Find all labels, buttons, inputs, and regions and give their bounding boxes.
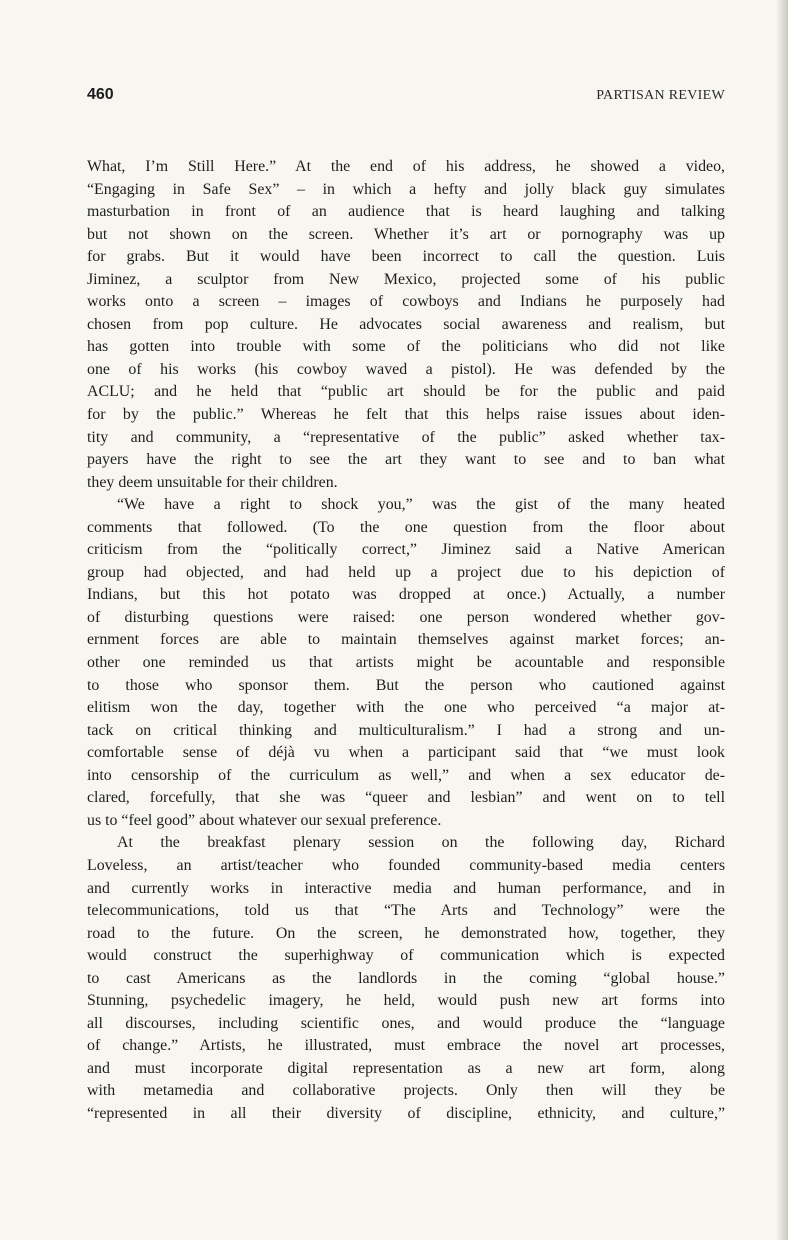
text-line: for grabs. But it would have been incorrect to call the question. Luis <box>87 248 725 266</box>
text-line: ernment forces are able to maintain themselves against market forces; an- <box>87 631 725 649</box>
text-line: What, I’m Still Here.” At the end of his address, he showed a video, <box>87 158 725 175</box>
text-line: ACLU; and he held that “public art should be for the public and paid <box>87 383 725 401</box>
text-line: criticism from the “politically correct,” Jiminez said a Native American <box>87 541 725 559</box>
text-line: would construct the superhighway of communication which is expected <box>87 947 725 965</box>
text-line: of change.” Artists, he illustrated, must embrace the novel art processes, <box>87 1037 725 1055</box>
body-text <box>87 156 725 1126</box>
text-line: one of his works (his cowboy waved a pistol). He was defended by the <box>87 360 725 378</box>
text-line: tity and community, a “representative of the public” asked whether tax- <box>87 428 725 446</box>
text-line: Indians, but this hot potato was dropped at once.) Actually, a number <box>87 586 725 604</box>
text-line: “Engaging in Safe Sex” – in which a hefty and jolly black guy simulates <box>87 180 725 198</box>
text-line: with metamedia and collaborative projects. Only then will they be <box>87 1082 725 1100</box>
text-line: telecommunications, told us that “The Arts and Technology” were the <box>87 902 725 920</box>
text-line: they deem unsuitable for their children. <box>87 473 338 491</box>
text-line: payers have the right to see the art they want to see and to ban what <box>87 451 725 469</box>
text-line: of disturbing questions were raised: one person wondered whether gov- <box>87 608 725 626</box>
page-edge-shadow <box>776 0 788 1240</box>
page-number: 460 <box>87 86 114 103</box>
text-line: to cast Americans as the landlords in the coming “global house.” <box>87 969 725 987</box>
text-line: group had objected, and had held up a project due to his depiction of <box>87 563 725 581</box>
text-line: works onto a screen – images of cowboys and Indians he purposely had <box>87 293 725 311</box>
text-line: clared, forcefully, that she was “queer and lesbian” and went on to tell <box>87 789 725 807</box>
text-line: other one reminded us that artists might be acountable and responsible <box>87 654 725 672</box>
text-line: chosen from pop culture. He advocates social awareness and realism, but <box>87 315 725 333</box>
text-line: Loveless, an artist/teacher who founded community-based media centers <box>87 856 725 874</box>
page-header <box>87 86 725 110</box>
text-line: “We have a right to shock you,” was the gist of the many heated <box>117 496 725 514</box>
text-line: and must incorporate digital representation as a new art form, along <box>87 1059 725 1077</box>
text-line: elitism won the day, together with the one who perceived “a major at- <box>87 699 725 717</box>
text-line: comfortable sense of déjà vu when a participant said that “we must look <box>87 744 725 762</box>
text-line: but not shown on the screen. Whether it’s art or pornography was up <box>87 225 725 243</box>
text-line: “represented in all their diversity of discipline, ethnicity, and culture,” <box>87 1104 725 1122</box>
text-line: Jiminez, a sculptor from New Mexico, projected some of his public <box>87 270 725 288</box>
text-line: Stunning, psychedelic imagery, he held, would push new art forms into <box>87 992 725 1010</box>
text-line: has gotten into trouble with some of the politicians who did not like <box>87 338 725 356</box>
text-line: At the breakfast plenary session on the following day, Richard <box>117 834 725 852</box>
text-line: into censorship of the curriculum as well,” and when a sex educator de- <box>87 766 725 784</box>
text-line: road to the future. On the screen, he demonstrated how, together, they <box>87 924 725 942</box>
running-head: PARTISAN REVIEW <box>596 88 725 103</box>
text-line: comments that followed. (To the one question from the floor about <box>87 518 725 536</box>
text-line: us to “feel good” about whatever our sexual preference. <box>87 811 442 829</box>
text-line: all discourses, including scientific ones, and would produce the “language <box>87 1014 725 1032</box>
text-line: masturbation in front of an audience that is heard laughing and talking <box>87 203 725 221</box>
text-line: and currently works in interactive media and human performance, and in <box>87 879 725 897</box>
text-line: tack on critical thinking and multiculturalism.” I had a strong and un- <box>87 721 725 739</box>
text-line: to those who sponsor them. But the person who cautioned against <box>87 676 725 694</box>
text-line: for by the public.” Whereas he felt that this helps raise issues about iden- <box>87 406 725 424</box>
